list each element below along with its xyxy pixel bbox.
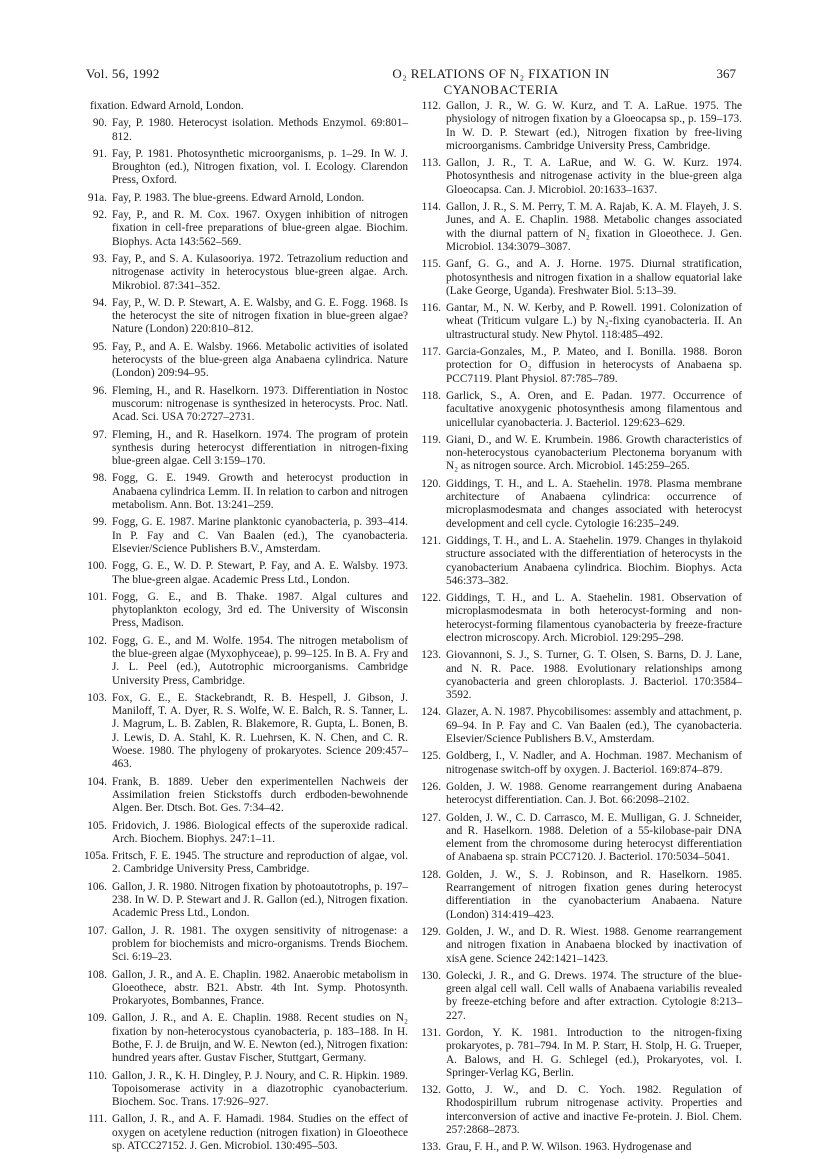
reference-entry bbox=[421, 389, 742, 430]
reference-number: 93. bbox=[92, 252, 107, 265]
reference-number: 94. bbox=[92, 296, 107, 309]
reference-number: 133. bbox=[421, 1141, 441, 1154]
reference-number: 132. bbox=[421, 1084, 441, 1097]
reference-text: Gallon, J. R., and A. E. Chaplin. 1988. Recent studies on N₂ fixation by non-heterocystous cyanobacteria, p. 183–188. In H. Bothe, F. J. de Bruijn, and W. E. Newton (ed.), Nitrogen fixation: hundred years after. Gustav Fischer, Stuttgart, Germany. bbox=[112, 1012, 408, 1065]
reference-number: 101. bbox=[87, 590, 107, 603]
reference-number: 130. bbox=[421, 969, 441, 982]
reference-entry bbox=[87, 819, 408, 847]
reference-entry bbox=[421, 1084, 742, 1137]
reference-number: 114. bbox=[421, 201, 441, 214]
reference-entry bbox=[421, 433, 742, 474]
page-number: 367 bbox=[716, 66, 736, 81]
reference-entry bbox=[87, 1069, 408, 1110]
reference-number: 91. bbox=[92, 147, 107, 160]
reference-entry bbox=[87, 560, 408, 587]
reference-text: fixation. Edward Arnold, London. bbox=[90, 100, 244, 112]
reference-number: 92. bbox=[92, 209, 107, 222]
reference-number: 117. bbox=[421, 346, 441, 359]
reference-number: 91a. bbox=[87, 191, 107, 204]
reference-text: Fleming, H., and R. Haselkorn. 1973. Differentiation in Nostoc muscorum: nitrogenase is synthesized in heterocysts. Proc. Natl. Acad. Sci. USA 70:2727–2731. bbox=[112, 384, 408, 424]
reference-entry bbox=[90, 385, 408, 425]
reference-entry bbox=[90, 253, 408, 293]
reference-number: 123. bbox=[421, 649, 441, 662]
reference-text: Garlick, S., A. Oren, and E. Padan. 1977. Occurrence of facultative anoxygenic photosynthesis among filamentous and unicellular cyanobacteria. J. Bacteriol. 129:623–629. bbox=[446, 389, 742, 429]
reference-text: Giddings, T. H., and L. A. Staehelin. 1978. Plasma membrane architecture of Anabaena cylindrica: occurrence of microplasmodesmata and changes associated with heterocyst development and cell cycle. Cytologie 16:235–249. bbox=[446, 477, 742, 530]
reference-text: Fox, G. E., E. Stackebrandt, R. B. Hespell, J. Gibson, J. Maniloff, T. A. Dyer, R. S. Wolfe, W. E. Balch, R. S. Tanner, L. J. Magrum, L. B. Zablen, R. Blakemore, R. Gupta, L. Bonen, B. J. Lewis, D. A. Stahl, K. R. Luehrsen, K. N. Chen, and C. R. Woese. 1980. The phylogeny of prokaryotes. Science 209:457–463. bbox=[112, 691, 408, 771]
reference-number: 111. bbox=[88, 1113, 107, 1126]
reference-number: 98. bbox=[92, 472, 107, 485]
reference-entry bbox=[421, 201, 742, 254]
reference-number: 124. bbox=[421, 706, 441, 719]
reference-text: Fogg, G. E. 1987. Marine planktonic cyanobacteria, p. 393–414. In P. Fay and C. Van Baalen (ed.), The cyanobacteria. Elsevier/Science Publishers B.V., Amsterdam. bbox=[112, 516, 408, 555]
reference-entry bbox=[87, 590, 408, 631]
reference-number: 109. bbox=[87, 1012, 107, 1025]
reference-number: 106. bbox=[87, 880, 107, 893]
reference-entry bbox=[87, 191, 408, 205]
reference-entry bbox=[421, 780, 742, 808]
reference-entry bbox=[90, 472, 408, 512]
reference-entry bbox=[421, 706, 742, 746]
left-reference-column bbox=[84, 100, 408, 1157]
reference-entry bbox=[421, 592, 742, 645]
reference-text: Gallon, J. R., W. G. W. Kurz, and T. A. LaRue. 1975. The physiology of nitrogen fixation by a Gloeocapsa sp., p. 159–173. In W. D. P. Stewart (ed.), Nitrogen fixation by free-living microorganisms. Cambridge University Press, Cambridge. bbox=[446, 100, 742, 152]
reference-text: Fay, P., W. D. P. Stewart, A. E. Walsby, and G. E. Fogg. 1968. Is the heterocyst the site of nitrogen fixation in blue-green algae? Nature (London) 220:810–812. bbox=[112, 296, 408, 336]
reference-number: 110. bbox=[87, 1069, 107, 1082]
reference-entry bbox=[87, 634, 408, 688]
reference-text: Gallon, J. R., and A. E. Chaplin. 1982. Anaerobic metabolism in Gloeothece, abstr. B21. Abstr. 4th Int. Symp. Photosynth. Prokaryotes, Bombannes, France. bbox=[112, 968, 408, 1008]
reference-text: Golden, J. W., and D. R. Wiest. 1988. Genome rearrangement and nitrogen fixation in Anabaena blocked by inactivation of xisA gene. Science 242:1421–1423. bbox=[446, 925, 742, 965]
reference-entry bbox=[421, 534, 742, 588]
reference-entry bbox=[421, 811, 742, 865]
reference-number: 102. bbox=[87, 634, 107, 647]
reference-number: 96. bbox=[92, 384, 107, 397]
reference-number: 113. bbox=[421, 157, 441, 170]
reference-entry bbox=[421, 868, 742, 922]
reference-text: Gallon, J. R., S. M. Perry, T. M. A. Rajab, K. A. M. Flayeh, J. S. Junes, and A. E. Chaplin. 1988. Metabolic changes associated with the diurnal pattern of N₂ fixation in Gloeothece. J. Gen. Microbiol. 134:3079–3087. bbox=[446, 201, 742, 253]
reference-text: Giani, D., and W. E. Krumbein. 1986. Growth characteristics of non-heterocystous cyanobacterium Plectonema boryanum with N₂ as nitrogen source. Arch. Microbiol. 145:259–265. bbox=[446, 433, 742, 473]
reference-text: Giovannoni, S. J., S. Turner, G. T. Olsen, S. Barns, D. J. Lane, and N. R. Pace. 1988. Evolutionary relationships among cyanobacteria and green chloroplasts. J. Bacteriol. 170:3584–3592. bbox=[446, 649, 742, 702]
reference-text: Fogg, G. E., and M. Wolfe. 1954. The nitrogen metabolism of the blue-green algae (Myxophyceae), p. 99–125. In B. A. Fry and J. L. Peel (ed.), Autotrophic microorganisms. Cambridge University Press, Cambridge. bbox=[112, 634, 408, 687]
reference-number: 107. bbox=[87, 924, 107, 937]
reference-entry bbox=[90, 148, 408, 188]
reference-number: 128. bbox=[421, 868, 441, 881]
reference-entry bbox=[421, 1027, 742, 1080]
reference-number: 100. bbox=[87, 560, 107, 573]
reference-text: Fay, P., and A. E. Walsby. 1966. Metabolic activities of isolated heterocysts of the blue-green alga Anabaena cylindrica. Nature (London) 209:94–95. bbox=[112, 340, 408, 380]
reference-entry bbox=[421, 100, 742, 153]
reference-text: Gallon, J. R. 1980. Nitrogen fixation by photoautotrophs, p. 197–238. In W. D. P. Stewart and J. R. Gallon (ed.), Nitrogen fixation. Academic Press Ltd., London. bbox=[112, 880, 408, 920]
reference-entry bbox=[90, 100, 408, 113]
running-title: O₂ RELATIONS OF N₂ FIXATION IN CYANOBACTERIA bbox=[392, 66, 610, 97]
reference-entry bbox=[90, 209, 408, 249]
reference-text: Gallon, J. R., T. A. LaRue, and W. G. W. Kurz. 1974. Photosynthesis and nitrogenase activity in the blue-green alga Gloeocapsa. Can. J. Microbiol. 20:1633–1637. bbox=[446, 157, 742, 196]
reference-text: Gallon, J. R., K. H. Dingley, P. J. Noury, and C. R. Hipkin. 1989. Topoisomerase activity in a diazotrophic cyanobacterium. Biochem. Soc. Trans. 17:926–927. bbox=[112, 1069, 408, 1109]
reference-text: Gotto, J. W., and D. C. Yoch. 1982. Regulation of Rhodospirillum rubrum nitrogenase activity. Properties and interconversion of active and inactive Fe-protein. J. Biol. Chem. 257:2868–2873. bbox=[446, 1084, 742, 1137]
reference-text: Gallon, J. R., and A. F. Hamadi. 1984. Studies on the effect of oxygen on acetylene reduction (nitrogen fixation) in Gloeothece sp. ATCC27152. J. Gen. Microbiol. 130:495–503. bbox=[112, 1113, 408, 1153]
reference-entry bbox=[421, 157, 742, 197]
reference-text: Fridovich, J. 1986. Biological effects of the superoxide radical. Arch. Biochem. Biophys. 247:1–11. bbox=[112, 819, 408, 845]
reference-text: Golecki, J. R., and G. Drews. 1974. The structure of the blue-green algal cell wall. Cell walls of Anabaena variabilis revealed by freeze-etching before and after extraction. Cytologie 8:213–227. bbox=[446, 969, 742, 1022]
reference-number: 125. bbox=[421, 750, 441, 763]
reference-number: 97. bbox=[92, 428, 107, 441]
reference-number: 122. bbox=[421, 592, 441, 605]
reference-number: 118. bbox=[421, 389, 441, 402]
reference-text: Golden, J. W., C. D. Carrasco, M. E. Mulligan, G. J. Schneider, and R. Haselkorn. 1988. Deletion of a 55-kilobase-pair DNA element from the chromosome during heterocyst differentiation of Anabaena sp. strain PCC7120. J. Bacteriol. 170:5034–5041. bbox=[446, 811, 742, 864]
reference-entry bbox=[87, 924, 408, 965]
reference-text: Ganf, G. G., and A. J. Horne. 1975. Diurnal stratification, photosynthesis and nitrogen fixation in a shallow equatorial lake (Lake George, Uganda). Freshwater Biol. 5:13–39. bbox=[446, 258, 742, 297]
reference-text: Grau, F. H., and P. W. Wilson. 1963. Hydrogenase and bbox=[446, 1141, 692, 1154]
reference-text: Golden, J. W., S. J. Robinson, and R. Haselkorn. 1985. Rearrangement of nitrogen fixation genes during heterocyst differentiation in the cyanobacterium Anabaena. Nature (London) 314:419–423. bbox=[446, 868, 742, 921]
reference-text: Frank, B. 1889. Ueber den experimentellen Nachweis der Assimilation freien Stickstoffs durch erdboden-bewohnende Algen. Ber. Dtsch. Bot. Ges. 7:34–42. bbox=[112, 775, 408, 815]
reference-text: Fay, P., and R. M. Cox. 1967. Oxygen inhibition of nitrogen fixation in cell-free preparations of blue-green algae. Biochim. Biophys. Acta 143:562–569. bbox=[112, 209, 408, 248]
reference-entry bbox=[87, 775, 408, 816]
reference-entry bbox=[421, 750, 742, 777]
reference-number: 105. bbox=[87, 819, 107, 832]
reference-number: 108. bbox=[87, 968, 107, 981]
reference-entry bbox=[90, 429, 408, 469]
right-reference-column bbox=[421, 100, 742, 1159]
volume-label: Vol. 56, 1992 bbox=[86, 66, 160, 81]
reference-entry bbox=[421, 649, 742, 702]
reference-entry bbox=[90, 516, 408, 556]
reference-entry bbox=[87, 1012, 408, 1065]
reference-text: Gallon, J. R. 1981. The oxygen sensitivity of nitrogenase: a problem for biochemists and micro-organisms. Trends Biochem. Sci. 6:19–23. bbox=[112, 924, 408, 964]
reference-entry bbox=[421, 346, 742, 386]
reference-text: Fogg, G. E. 1949. Growth and heterocyst production in Anabaena cylindrica Lemm. II. In relation to carbon and nitrogen metabolism. Ann. Bot. 13:241–259. bbox=[112, 472, 408, 512]
reference-number: 121. bbox=[421, 534, 441, 547]
reference-number: 90. bbox=[92, 117, 107, 130]
reference-number: 126. bbox=[421, 780, 441, 793]
reference-number: 116. bbox=[421, 302, 441, 315]
reference-entry bbox=[421, 302, 742, 342]
reference-entry bbox=[421, 925, 742, 966]
reference-entry bbox=[421, 1141, 742, 1154]
reference-text: Fleming, H., and R. Haselkorn. 1974. The program of protein synthesis during heterocyst differentiation in nitrogen-fixing blue-green algae. Cell 3:159–170. bbox=[112, 428, 408, 468]
reference-entry bbox=[90, 341, 408, 381]
reference-text: Fay, P. 1981. Photosynthetic microorganisms, p. 1–29. In W. J. Broughton (ed.), Nitrogen fixation, vol. I. Ecology. Clarendon Press, Oxford. bbox=[112, 147, 408, 187]
reference-text: Giddings, T. H., and L. A. Staehelin. 1979. Changes in thylakoid structure associated with the differentiation of heterocysts in the cyanobacterium Anabaena cylindrica. Biochim. Biophys. Acta 546:373–382. bbox=[446, 534, 742, 587]
reference-text: Fay, P. 1980. Heterocyst isolation. Methods Enzymol. 69:801–812. bbox=[112, 117, 408, 143]
reference-text: Gordon, Y. K. 1981. Introduction to the nitrogen-fixing prokaryotes, p. 781–794. In M. P. Starr, H. Stolp, H. G. Trueper, A. Balows, and H. G. Schlegel (ed.), Prokaryotes, vol. I. Springer-Verlag KG, Berlin. bbox=[446, 1027, 742, 1079]
reference-text: Fogg, G. E., W. D. P. Stewart, P. Fay, and A. E. Walsby. 1973. The blue-green algae. Academic Press Ltd., London. bbox=[112, 560, 408, 586]
reference-text: Goldberg, I., V. Nadler, and A. Hochman. 1987. Mechanism of nitrogenase switch-off by oxygen. J. Bacteriol. 169:874–879. bbox=[446, 750, 742, 776]
reference-number: 105a. bbox=[84, 850, 109, 863]
reference-number: 120. bbox=[421, 477, 441, 490]
reference-entry bbox=[84, 850, 408, 877]
reference-text: Fogg, G. E., and B. Thake. 1987. Algal cultures and phytoplankton ecology, 3rd ed. The University of Wisconsin Press, Madison. bbox=[112, 590, 408, 630]
reference-entry bbox=[421, 969, 742, 1023]
reference-text: Golden, J. W. 1988. Genome rearrangement during Anabaena heterocyst differentiation. Can. J. Bot. 66:2098–2102. bbox=[446, 780, 742, 807]
reference-text: Fritsch, F. E. 1945. The structure and reproduction of algae, vol. 2. Cambridge University Press, Cambridge. bbox=[112, 850, 408, 876]
reference-text: Garcia-Gonzales, M., P. Mateo, and I. Bonilla. 1988. Boron protection for O₂ diffusion in heterocysts of Anabaena sp. PCC7119. Plant Physiol. 87:785–789. bbox=[446, 346, 742, 385]
running-header bbox=[86, 66, 736, 97]
reference-text: Fay, P., and S. A. Kulasooriya. 1972. Tetrazolium reduction and nitrogenase activity in heterocystous blue-green algae. Arch. Mikrobiol. 87:341–352. bbox=[112, 252, 408, 292]
reference-text: Gantar, M., N. W. Kerby, and P. Rowell. 1991. Colonization of wheat (Triticum vulgare L.) by N₂-fixing cyanobacteria. II. An ultrastructural study. New Phytol. 118:485–492. bbox=[446, 302, 742, 341]
reference-number: 103. bbox=[87, 691, 107, 704]
reference-number: 127. bbox=[421, 811, 441, 824]
reference-text: Glazer, A. N. 1987. Phycobilisomes: assembly and attachment, p. 69–94. In P. Fay and C. Van Baalen (ed.), The cyanobacteria. Elsevier/Science Publishers B.V., Amsterdam. bbox=[446, 706, 742, 746]
reference-entry bbox=[87, 880, 408, 921]
reference-number: 99. bbox=[92, 516, 107, 529]
reference-number: 119. bbox=[421, 433, 441, 446]
reference-entry bbox=[90, 297, 408, 337]
reference-number: 112. bbox=[421, 100, 441, 112]
reference-entry bbox=[90, 1113, 408, 1153]
reference-number: 104. bbox=[87, 775, 107, 788]
reference-entry bbox=[421, 477, 742, 531]
reference-number: 95. bbox=[92, 340, 107, 353]
reference-text: Fay, P. 1983. The blue-greens. Edward Arnold, London. bbox=[112, 191, 365, 204]
reference-entry bbox=[421, 258, 742, 298]
reference-number: 129. bbox=[421, 925, 441, 938]
reference-number: 115. bbox=[421, 258, 441, 271]
reference-entry bbox=[87, 691, 408, 772]
reference-entry bbox=[90, 117, 408, 144]
reference-number: 131. bbox=[421, 1027, 441, 1039]
reference-entry bbox=[87, 968, 408, 1009]
reference-text: Giddings, T. H., and L. A. Staehelin. 1981. Observation of microplasmodesmata in both heterocyst-forming and non-heterocyst-forming filamentous cyanobacteria by freeze-fracture electron microscopy. Arch. Microbiol. 129:295–298. bbox=[446, 592, 742, 644]
